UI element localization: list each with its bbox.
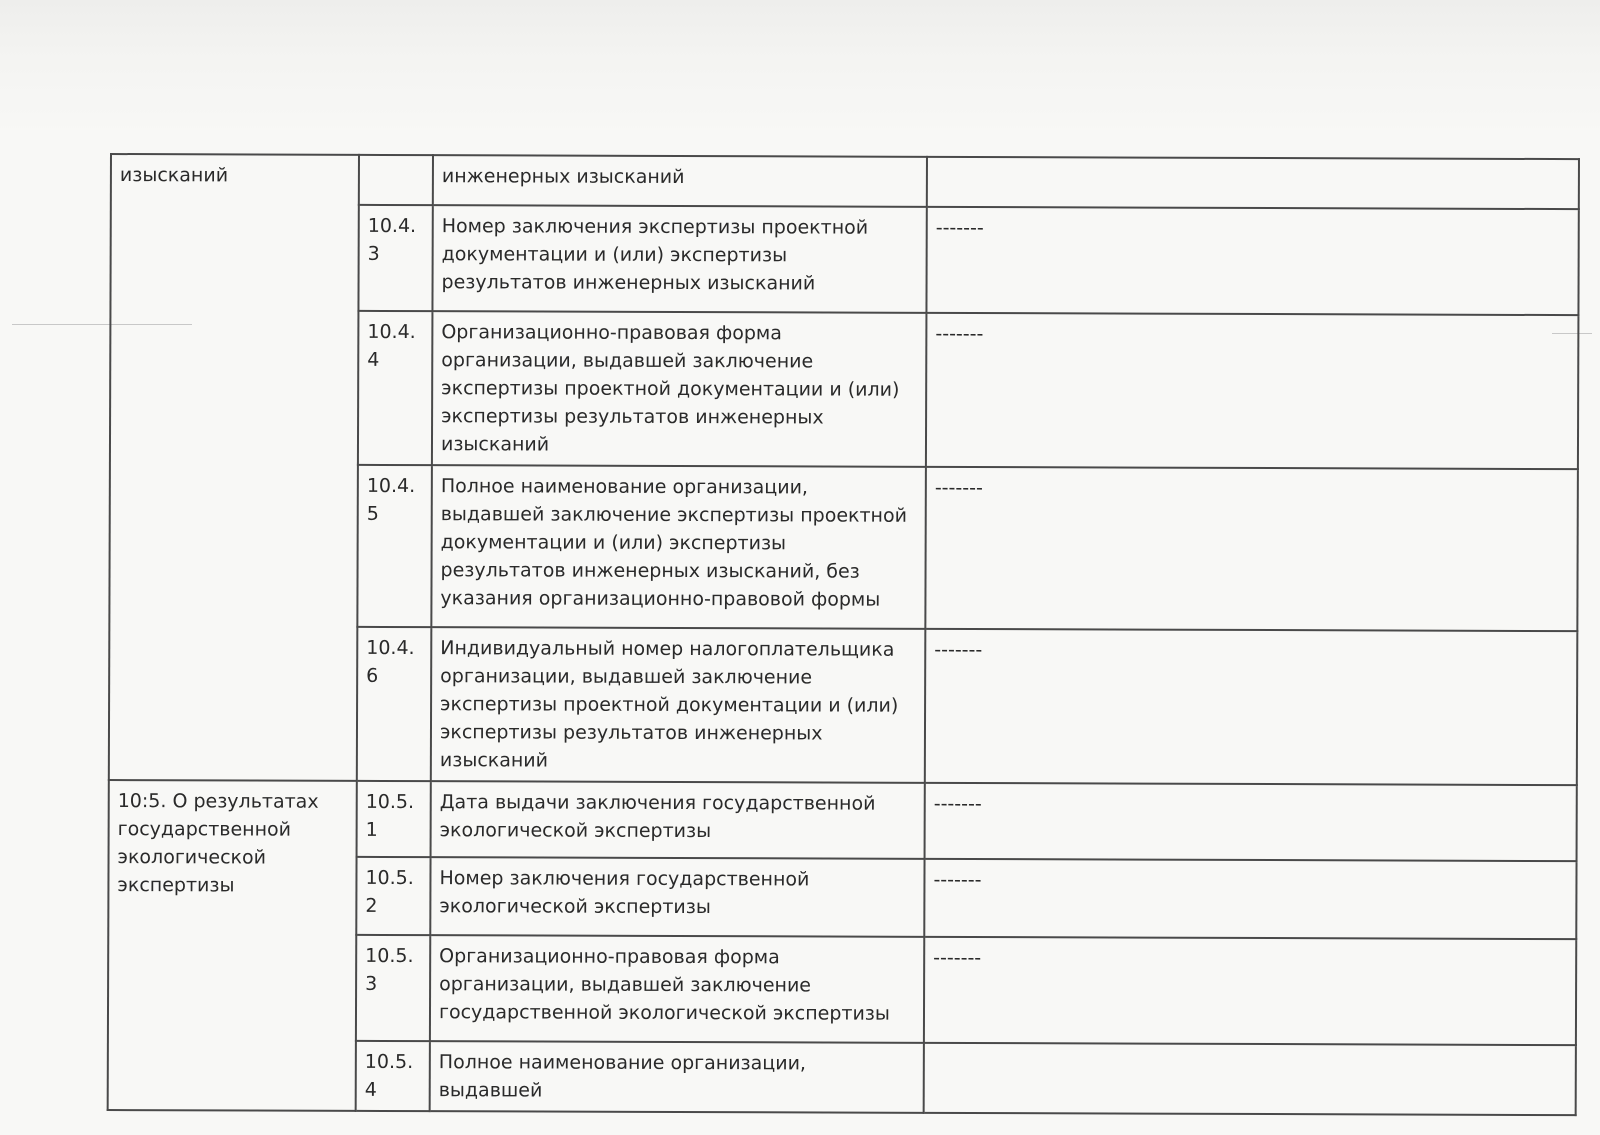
row-description: Номер заключения экспертизы проектной документации и (или) экспертизы результатов инженерных изысканий (432, 205, 926, 313)
row-value (927, 157, 1579, 209)
row-value: ------- (924, 937, 1576, 1045)
row-number: 10.4.5 (357, 465, 432, 627)
row-value: ------- (926, 207, 1578, 315)
row-number: 10.4.6 (357, 627, 432, 781)
table-row (109, 780, 1577, 861)
row-value: ------- (926, 313, 1579, 469)
row-value: ------- (925, 467, 1578, 631)
table-row (111, 154, 1579, 209)
row-number (359, 155, 433, 205)
row-description: Индивидуальный номер налогоплательщика организации, выдавшей заключение экспертизы проектной документации и (или) экспертизы результатов инженерных изысканий (431, 627, 926, 783)
row-description: Номер заключения государственной экологической экспертизы (430, 857, 924, 937)
row-number: 10.4.3 (358, 205, 432, 311)
row-description: Организационно-правовая форма организации, выдавшей заключение государственной экологической экспертизы (430, 935, 924, 1043)
row-number: 10.4.4 (358, 311, 433, 465)
row-description: Полное наименование организации, выдавшей заключение экспертизы проектной документации и (или) экспертизы результатов инженерных изысканий, без указания организационно-правовой формы (431, 465, 926, 629)
row-number: 10.5.3 (356, 935, 430, 1041)
row-number: 10.5.2 (356, 857, 430, 935)
row-number: 10.5.4 (356, 1041, 430, 1111)
row-value (924, 1043, 1576, 1115)
specification-table (107, 153, 1580, 1116)
row-value: ------- (924, 859, 1576, 939)
row-description: инженерных изысканий (433, 155, 927, 207)
row-number: 10.5.1 (357, 781, 431, 857)
row-description: Организационно-правовая форма организации, выдавшей заключение экспертизы проектной документации и (или) экспертизы результатов инженерных изысканий (432, 311, 927, 467)
section-label: изысканий (109, 154, 359, 781)
section-label: 10:5. О результатах государственной экологической экспертизы (108, 780, 357, 1111)
row-description: Полное наименование организации, выдавшей (430, 1041, 924, 1113)
row-description: Дата выдачи заключения государственной экологической экспертизы (431, 781, 925, 859)
row-value: ------- (925, 783, 1577, 861)
row-value: ------- (925, 629, 1578, 785)
